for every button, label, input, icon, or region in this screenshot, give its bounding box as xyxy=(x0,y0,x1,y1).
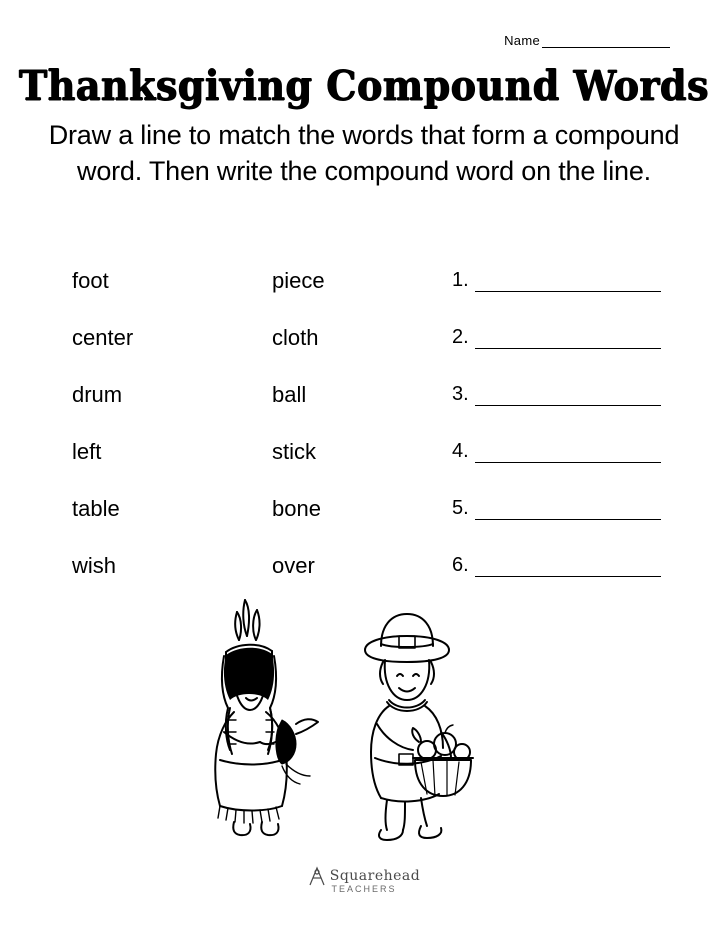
word-right[interactable]: bone xyxy=(272,495,321,521)
name-label: Name xyxy=(504,33,540,48)
answer-slot xyxy=(452,327,672,349)
instructions-text: Draw a line to match the words that form a compound word. Then write the compound word on the line. xyxy=(48,120,680,186)
matching-grid xyxy=(72,252,672,594)
table-row xyxy=(72,366,672,423)
answer-number: 6. xyxy=(452,553,469,576)
answer-slot xyxy=(452,441,672,463)
word-right[interactable]: ball xyxy=(272,381,307,407)
answer-number: 3. xyxy=(452,382,469,405)
table-row xyxy=(72,423,672,480)
word-left[interactable]: foot xyxy=(72,267,109,293)
word-right[interactable]: piece xyxy=(272,267,325,293)
answer-blank-line[interactable] xyxy=(475,561,661,577)
answer-slot xyxy=(452,498,672,520)
table-row xyxy=(72,480,672,537)
answer-blank-line[interactable] xyxy=(475,504,661,520)
table-row xyxy=(72,252,672,309)
answer-blank-line[interactable] xyxy=(475,333,661,349)
table-row xyxy=(72,309,672,366)
answer-number: 2. xyxy=(452,325,469,348)
pilgrim-boy-icon xyxy=(365,614,473,840)
word-left[interactable]: wish xyxy=(72,552,117,578)
answer-slot xyxy=(452,270,672,292)
word-left[interactable]: table xyxy=(72,495,120,521)
squarehead-person-icon xyxy=(308,866,326,886)
answer-number: 5. xyxy=(452,496,469,519)
page-title: Thanksgiving Compound Words xyxy=(18,61,709,110)
table-row xyxy=(72,537,672,594)
word-right[interactable]: cloth xyxy=(272,324,319,350)
thanksgiving-illustration xyxy=(190,592,550,842)
word-right[interactable]: stick xyxy=(272,438,316,464)
answer-blank-line[interactable] xyxy=(475,447,661,463)
word-right[interactable]: over xyxy=(272,552,315,578)
answer-number: 1. xyxy=(452,268,469,291)
answer-slot xyxy=(452,384,672,406)
footer-logo-sub: TEACHERS xyxy=(331,884,397,894)
word-left[interactable]: drum xyxy=(72,381,123,407)
answer-number: 4. xyxy=(452,439,469,462)
answer-blank-line[interactable] xyxy=(475,390,661,406)
name-field-row xyxy=(504,34,670,48)
answer-slot xyxy=(452,555,672,577)
word-left[interactable]: left xyxy=(72,438,102,464)
footer-logo-name: Squarehead xyxy=(329,868,421,884)
name-blank-line[interactable] xyxy=(542,34,670,48)
word-left[interactable]: center xyxy=(72,324,134,350)
answer-blank-line[interactable] xyxy=(475,276,661,292)
native-american-girl-icon xyxy=(215,600,318,835)
